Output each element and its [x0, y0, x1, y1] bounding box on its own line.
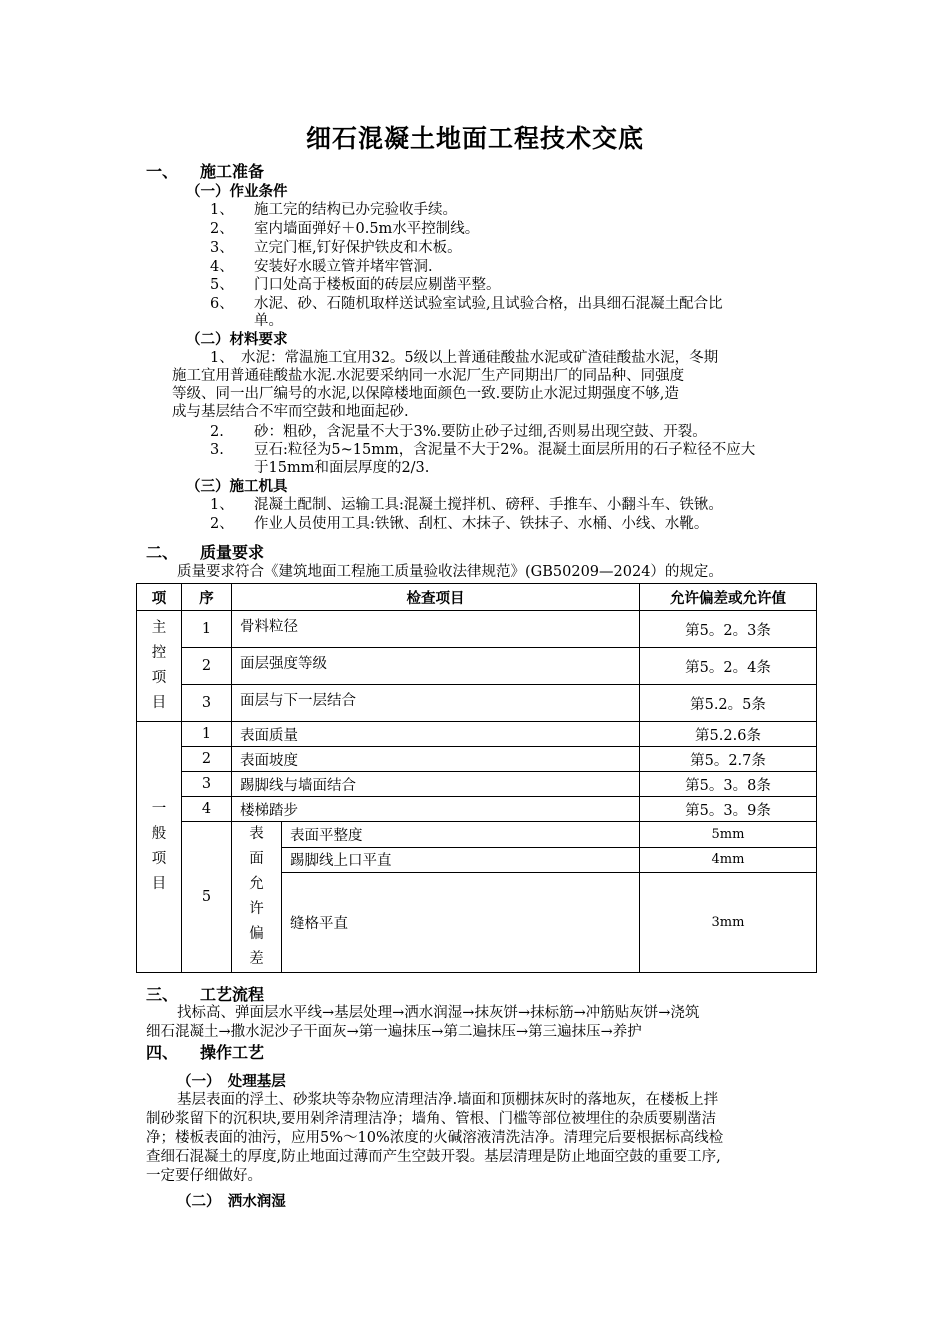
section-3-number: 三、: [146, 985, 179, 1004]
section-1-title: 施工准备: [200, 162, 265, 181]
work-condition-number: 2、: [210, 221, 234, 237]
process-flow-line-2: 细石混凝土→撒水泥沙子干面灰→第一遍抹压→第二遍抹压→第三遍抹压→养护: [146, 1024, 642, 1040]
seq-cell: 1: [182, 722, 232, 747]
check-item-cell: 踢脚线与墙面结合: [232, 772, 640, 797]
section-4-heading: [146, 1043, 264, 1063]
subsection-material-requirements: （二）材料要求: [186, 332, 288, 348]
general-group-label: [137, 722, 182, 973]
subsection-construction-tools: （三）施工机具: [186, 479, 288, 495]
tool-item-2-text: 作业人员使用工具:铁锹、刮杠、木抹子、铁抹子、水桶、小线、水靴。: [254, 516, 709, 532]
surface-tolerance-label: [232, 822, 282, 973]
work-condition-text: 施工完的结构已办完验收手续。: [254, 202, 457, 218]
tolerance-cell: 3mm: [640, 873, 817, 973]
work-condition-item-1: [210, 202, 457, 219]
work-condition-number: 6、: [210, 296, 234, 312]
section-3-title: 工艺流程: [200, 985, 265, 1004]
vertical-label-text: 一般项目: [151, 801, 167, 892]
work-condition-number: 4、: [210, 259, 234, 275]
check-item-cell: 面层强度等级: [232, 648, 640, 685]
header-tolerance: 允许偏差或允许值: [640, 584, 817, 611]
quality-intro: 质量要求符合《建筑地面工程施工质量验收法律规范》(GB50209—2024）的规定。: [177, 564, 723, 580]
tolerance-cell: 第5.2。5条: [640, 685, 817, 722]
header-check-item: 检查项目: [232, 584, 640, 611]
material-item-3-number: 3.: [210, 442, 224, 458]
tolerance-cell: 第5。2。3条: [640, 611, 817, 648]
tool-item-1-number: 1、: [210, 497, 234, 513]
material-item-2-text: 砂：粗砂，含泥量不大于3%.要防止砂子过细,否则易出现空鼓、开裂。: [254, 424, 707, 440]
seq-cell: 2: [182, 747, 232, 772]
tolerance-cell: 5mm: [640, 822, 817, 848]
base-treatment-line-1: 基层表面的浮土、砂浆块等杂物应清理洁净.墙面和顶棚抹灰时的落地灰，在楼板上拌: [177, 1092, 719, 1108]
material-item-2: [210, 424, 707, 441]
subsection-base-treatment: （一） 处理基层: [177, 1074, 286, 1090]
seq-cell: 5: [182, 822, 232, 973]
tool-item-2-number: 2、: [210, 516, 234, 532]
tool-item-1: [210, 497, 723, 514]
base-treatment-line-3: 净；楼板表面的油污，应用5%～10%浓度的火碱溶液清洗洁净。清理完后要根据标高线检: [146, 1130, 724, 1146]
tolerance-cell: 第5。2.7条: [640, 747, 817, 772]
table-row: [137, 747, 817, 772]
check-item-cell: 面层与下一层结合: [232, 685, 640, 722]
work-condition-number: 1、: [210, 202, 234, 218]
check-item-cell: 骨料粒径: [232, 611, 640, 648]
tolerance-cell: 第5。3。9条: [640, 797, 817, 822]
seq-cell: 2: [182, 648, 232, 685]
header-seq: 序: [182, 584, 232, 611]
section-3-heading: [146, 985, 264, 1005]
section-1-number: 一、: [146, 162, 179, 181]
work-condition-item-5: [210, 277, 501, 294]
check-item-cell: 踢脚线上口平直: [282, 847, 640, 873]
header-category: 项: [137, 584, 182, 611]
work-condition-text: 立完门框,钉好保护铁皮和木板。: [254, 240, 462, 256]
table-row: [137, 822, 817, 848]
page-title: 细石混凝土地面工程技术交底: [305, 124, 644, 153]
tolerance-cell: 第5。2。4条: [640, 648, 817, 685]
tolerance-cell: 第5.2.6条: [640, 722, 817, 747]
base-treatment-line-4: 查细石混凝土的厚度,防止地面过薄而产生空鼓开裂。基层清理是防止地面空鼓的重要工序,: [146, 1149, 721, 1165]
work-condition-text: 水泥、砂、石随机取样送试验室试验,且试验合格，出具细石混凝土配合比: [254, 296, 723, 312]
tolerance-cell: 4mm: [640, 847, 817, 873]
work-condition-item-6: [210, 296, 723, 313]
vertical-label-text: 主控项目: [151, 620, 167, 711]
check-item-cell: 楼梯踏步: [232, 797, 640, 822]
material-item-3: [210, 442, 755, 459]
table-row: [137, 685, 817, 722]
vertical-label-text: 表面允许偏差: [249, 826, 264, 967]
seq-cell: 3: [182, 685, 232, 722]
seq-cell: 3: [182, 772, 232, 797]
section-1-heading: [146, 162, 264, 182]
table-row: [137, 722, 817, 747]
seq-cell: 4: [182, 797, 232, 822]
subsection-watering: （二） 洒水润湿: [177, 1194, 286, 1210]
table-row: [137, 648, 817, 685]
check-item-cell: 表面平整度: [282, 822, 640, 848]
table-row: [137, 611, 817, 648]
material-item-2-number: 2.: [210, 424, 224, 440]
tolerance-cell: 第5。3。8条: [640, 772, 817, 797]
section-4-title: 操作工艺: [200, 1043, 265, 1062]
table-row: [137, 772, 817, 797]
work-condition-text: 室内墙面弹好＋0.5m水平控制线。: [254, 221, 480, 237]
material-item-3-text: 豆石:粒径为5~15mm，含泥量不大于2%。混凝土面层所用的石子粒径不应大: [254, 442, 756, 458]
table-row: [137, 797, 817, 822]
work-condition-number: 3、: [210, 240, 234, 256]
tool-item-1-text: 混凝土配制、运输工具:混凝土搅拌机、磅秤、手推车、小翻斗车、铁锹。: [254, 497, 723, 513]
work-condition-continued: 单。: [254, 313, 283, 329]
material-item-3-continued: 于15mm和面层厚度的2/3.: [254, 460, 430, 476]
tool-item-2: [210, 516, 708, 533]
section-4-number: 四、: [146, 1043, 179, 1062]
main-control-group-label: [137, 611, 182, 722]
work-condition-item-2: [210, 221, 479, 238]
check-item-cell: 表面质量: [232, 722, 640, 747]
material-item-1-line-1: 1、 水泥：常温施工宜用32。5级以上普通硅酸盐水泥或矿渣硅酸盐水泥，冬期: [210, 350, 719, 366]
work-condition-number: 5、: [210, 277, 234, 293]
material-item-1-line-2: 施工宜用普通硅酸盐水泥.水泥要采纳同一水泥厂生产同期出厂的同品种、同强度: [172, 368, 685, 384]
check-item-cell: 缝格平直: [282, 873, 640, 973]
process-flow-line-1: 找标高、弹面层水平线→基层处理→洒水润湿→抹灰饼→抹标筋→冲筋贴灰饼→浇筑: [177, 1005, 700, 1021]
base-treatment-line-5: 一定要仔细做好。: [146, 1168, 262, 1184]
work-condition-item-3: [210, 240, 462, 257]
material-item-1-line-3: 等级、同一出厂编号的水泥,以保障楼地面颜色一致.要防止水泥过期强度不够,造: [172, 386, 679, 402]
base-treatment-line-2: 制砂浆留下的沉积块,要用剁斧清理洁净；墙角、管根、门槛等部位被埋住的杂质要剔凿洁: [146, 1111, 717, 1127]
work-condition-text: 安装好水暖立管并堵牢管洞.: [254, 259, 433, 275]
table-header-row: [137, 584, 817, 611]
work-condition-text: 门口处高于楼板面的砖层应剔凿平整。: [254, 277, 501, 293]
work-condition-item-4: [210, 259, 433, 276]
check-item-cell: 表面坡度: [232, 747, 640, 772]
seq-cell: 1: [182, 611, 232, 648]
section-2-number: 二、: [146, 543, 179, 562]
subsection-work-conditions: （一）作业条件: [186, 184, 288, 200]
material-item-1-line-4: 成与基层结合不牢而空鼓和地面起砂.: [172, 404, 409, 420]
section-2-title: 质量要求: [200, 543, 265, 562]
quality-table: [136, 583, 817, 973]
section-2-heading: [146, 543, 264, 563]
